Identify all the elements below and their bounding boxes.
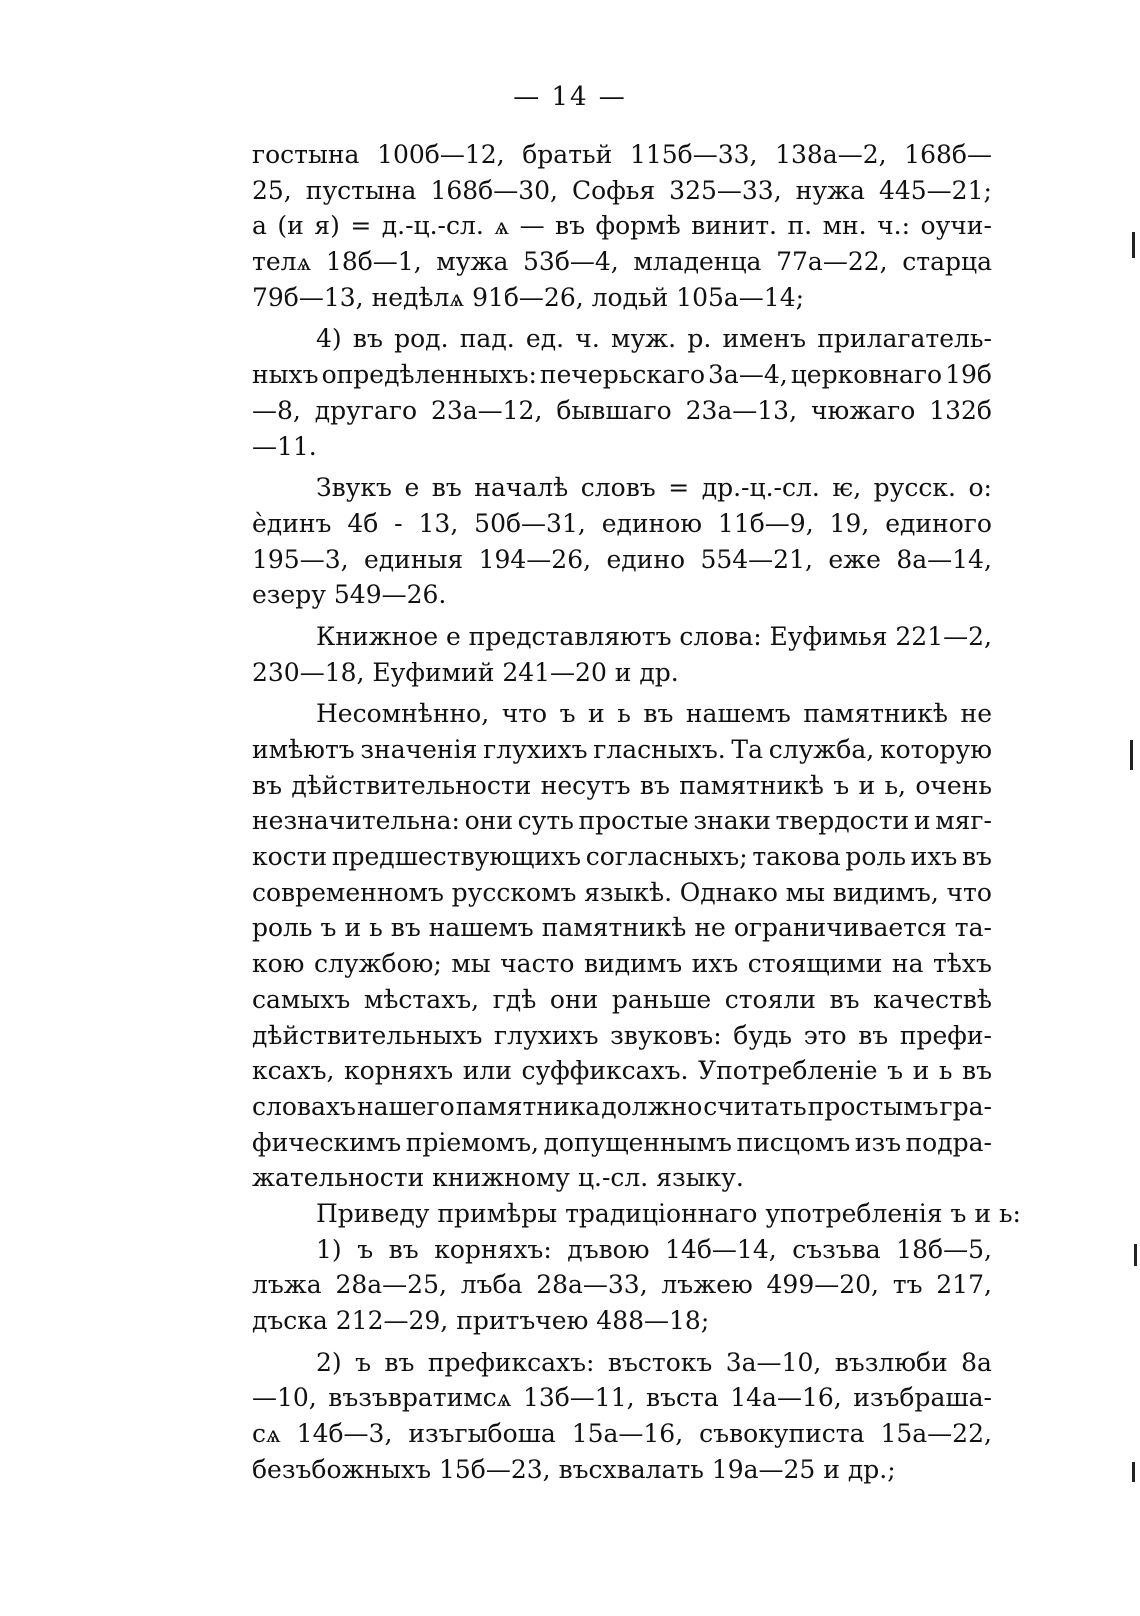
word: ь	[369, 913, 383, 943]
word: они	[549, 984, 599, 1014]
word: 23а—13,	[685, 395, 798, 425]
word: 499—20,	[766, 1270, 880, 1300]
word: въ	[388, 1234, 419, 1264]
word: такова	[752, 842, 841, 872]
word: пад.	[459, 324, 515, 354]
word: та-	[954, 913, 992, 943]
text-line	[252, 1232, 992, 1268]
word: въ	[352, 324, 383, 354]
word: ѧ	[494, 211, 510, 241]
word: р.	[687, 324, 712, 354]
word: раньше	[611, 984, 712, 1014]
word: словахъ	[252, 1091, 356, 1121]
word: телѧ	[252, 247, 312, 277]
word: и	[913, 806, 931, 836]
word: самыхъ	[252, 984, 351, 1014]
word: =	[668, 473, 690, 503]
text-line	[252, 732, 992, 768]
word: памятника	[455, 1091, 601, 1121]
word: младенца	[633, 247, 762, 277]
word: мужа	[436, 247, 509, 277]
word: простымъ	[807, 1091, 939, 1121]
word: 217,	[936, 1270, 992, 1300]
word: въ	[643, 699, 674, 729]
word: въ	[390, 913, 421, 943]
text-line: езеру 549—26.	[252, 580, 447, 610]
word: тѣхъ	[932, 949, 992, 979]
text-line	[252, 1125, 992, 1161]
word: 18б—1,	[325, 247, 422, 277]
word: 14б—14,	[665, 1234, 777, 1264]
word: п.	[787, 211, 813, 241]
text-line	[252, 321, 992, 357]
word: (и	[277, 211, 304, 241]
word: единого	[885, 508, 992, 538]
word: префиксахъ:	[427, 1347, 595, 1377]
word: 14а—16,	[730, 1383, 842, 1413]
word: видимъ,	[832, 877, 939, 907]
word: 3а—10,	[725, 1347, 822, 1377]
word: 8а—14,	[896, 544, 992, 574]
scan-edge-mark	[1130, 740, 1133, 770]
word: глухихъ	[483, 735, 588, 764]
text-line	[252, 542, 992, 578]
word: възъвратимсѧ	[328, 1383, 512, 1413]
word: фическимъ	[252, 1127, 402, 1157]
word: Звукъ	[316, 473, 392, 503]
word: съзъва	[792, 1234, 881, 1264]
scan-edge-mark	[1132, 232, 1135, 258]
word: ъ	[559, 699, 576, 729]
word: памятникѣ	[679, 770, 824, 800]
text-line	[252, 244, 992, 280]
word: простые	[578, 806, 689, 836]
word: суть	[517, 806, 574, 836]
word: на	[891, 949, 924, 979]
word: бывшаго	[556, 395, 672, 425]
word: несутъ	[540, 770, 631, 800]
word: служба,	[768, 735, 875, 764]
word: а	[252, 211, 267, 241]
word: префи-	[899, 1020, 992, 1050]
word: пустына	[305, 175, 417, 205]
word: и	[912, 1056, 930, 1086]
text-line	[252, 1053, 992, 1089]
word: е	[404, 473, 420, 503]
word: въ	[384, 1347, 415, 1377]
text-line: Приведу примѣры традиціоннаго употребленія ъ и ь:	[316, 1198, 1021, 1228]
text-line: дъска 212—29, притъчею 488—18;	[252, 1306, 710, 1335]
word: не	[960, 699, 992, 729]
word: изъ	[854, 1127, 901, 1157]
word: ныхъ	[252, 360, 319, 390]
word: съвокуписта	[699, 1419, 865, 1449]
word: 194—26,	[478, 544, 592, 574]
text-line: 79б—13, недѣлѧ 91б—26, лодьй 105а—14;	[252, 282, 805, 312]
word: это	[803, 1020, 847, 1050]
word: Однако	[679, 877, 778, 907]
word: я)	[314, 211, 340, 241]
word: 445—21;	[878, 175, 992, 205]
word: ъ	[833, 770, 850, 800]
word: 100б—12,	[377, 140, 505, 169]
word: предшествующихъ	[331, 842, 582, 872]
word: современномъ	[252, 877, 444, 907]
word: ъ	[887, 1056, 904, 1086]
word: или	[462, 1056, 512, 1086]
word: 1)	[316, 1234, 342, 1264]
word: службою;	[313, 949, 442, 979]
word: 3а—4,	[708, 360, 788, 390]
word: звуковъ:	[610, 1020, 722, 1050]
word: 15а—22,	[880, 1419, 992, 1449]
word: д.-ц.-сл.	[381, 211, 484, 241]
word: =	[350, 211, 372, 241]
word: гостына	[252, 140, 360, 169]
word: считать	[703, 1091, 807, 1121]
word: роль	[252, 913, 313, 943]
word: они	[464, 806, 514, 836]
word: и	[588, 699, 605, 729]
word: оучи-	[920, 211, 992, 241]
word: роль	[845, 842, 906, 872]
text-line	[252, 357, 992, 393]
word: лъжею	[661, 1270, 753, 1300]
word: стоящими	[747, 949, 883, 979]
word: слова:	[679, 621, 762, 651]
word: ч.:	[877, 211, 911, 241]
word: 19,	[829, 508, 870, 538]
word: о:	[968, 473, 992, 503]
word: е	[446, 621, 461, 651]
word: ъ	[320, 913, 337, 943]
word: 221—2,	[895, 621, 992, 651]
word: род.	[394, 324, 449, 354]
word: знаки	[693, 806, 771, 836]
word: ь	[617, 699, 631, 729]
word: 132б	[929, 395, 992, 425]
word: не	[694, 913, 726, 943]
word: лъжа	[252, 1270, 322, 1300]
word: мы	[451, 949, 491, 979]
word: —8,	[252, 395, 301, 425]
text-line	[252, 506, 992, 542]
word: представляютъ	[468, 621, 672, 651]
word: 28а—33,	[536, 1270, 648, 1300]
word: твердости	[775, 806, 910, 836]
text-line	[252, 208, 992, 244]
word: въ	[961, 842, 992, 872]
word: что	[946, 877, 992, 907]
word: едино	[606, 544, 686, 574]
word: нашего	[356, 1091, 455, 1121]
word: 50б—31,	[474, 508, 586, 538]
scan-edge-mark	[1132, 1462, 1135, 1482]
word: 8а	[961, 1347, 992, 1377]
word: въстокъ	[607, 1347, 713, 1377]
word: 23а—12,	[430, 395, 543, 425]
word: 11б—9,	[717, 508, 814, 538]
word: —	[519, 211, 545, 241]
word: чюжаго	[810, 395, 916, 425]
word: писцомъ	[736, 1127, 851, 1157]
word: опредѣленныхъ:	[321, 360, 537, 390]
word: стояли	[724, 984, 816, 1014]
page-number: — 14 —	[513, 82, 627, 112]
word: 4б	[347, 508, 379, 538]
word: 14б—3,	[296, 1419, 393, 1449]
word: имѣютъ	[252, 735, 355, 764]
word: ксахъ,	[252, 1056, 335, 1086]
word: мн.	[822, 211, 867, 241]
word: прилагатель-	[817, 324, 992, 354]
word: Книжное	[316, 621, 439, 651]
text-line	[252, 619, 992, 655]
text-line	[252, 393, 992, 429]
text-line	[252, 173, 992, 209]
word: единою	[601, 508, 703, 538]
word: что	[501, 699, 548, 729]
word: качествѣ	[873, 984, 992, 1014]
word: памятникѣ	[803, 699, 949, 729]
word: Несомнѣнно,	[316, 699, 490, 729]
word: печерьскаго	[539, 360, 705, 390]
word: винит.	[691, 211, 777, 241]
word: видимъ	[583, 949, 683, 979]
word: дѣйствительности	[291, 770, 532, 800]
word: нашемъ	[428, 913, 534, 943]
word: ограничивается	[733, 913, 947, 943]
word: памятникѣ	[541, 913, 687, 943]
word: другаго	[314, 395, 418, 425]
word: 554—21,	[700, 544, 813, 574]
word: ѐдинъ	[252, 508, 332, 538]
word: ь,	[884, 770, 906, 800]
word: незначительна:	[252, 806, 460, 836]
body-text	[252, 137, 1021, 1487]
word: въ	[431, 473, 462, 503]
word: очень	[915, 770, 992, 800]
word: въ	[639, 770, 670, 800]
word: муж.	[611, 324, 677, 354]
word: словъ	[580, 473, 656, 503]
text-line: жательности книжному ц.-сл. языку.	[252, 1163, 744, 1193]
word: мѣстахъ,	[363, 984, 480, 1014]
text-line: 230—18, Еуфимий 241—20 и др.	[252, 657, 679, 687]
text-line	[252, 470, 992, 506]
word: сѧ	[252, 1419, 281, 1449]
word: будь	[733, 1020, 793, 1050]
word: ъ	[357, 1234, 374, 1264]
word: изъбраша-	[853, 1383, 992, 1413]
word: гра-	[939, 1091, 992, 1121]
word: 77а—22,	[776, 247, 888, 277]
word: Еуфимья	[769, 621, 888, 651]
word: старца	[902, 247, 992, 277]
word: которую	[879, 735, 992, 764]
word: мяг-	[935, 806, 992, 836]
word: 325—33,	[669, 175, 782, 205]
text-line	[252, 946, 992, 982]
word: допущеннымъ	[543, 1127, 732, 1157]
scan-edge-mark	[1134, 1244, 1137, 1266]
word: тъ	[892, 1270, 923, 1300]
word: языкѣ.	[584, 877, 673, 907]
word: въ	[962, 1056, 992, 1086]
text-line	[252, 1018, 992, 1054]
word: часто	[500, 949, 575, 979]
text-line	[252, 1380, 992, 1416]
word: -	[394, 508, 403, 538]
text-line	[252, 875, 992, 911]
text-line	[252, 1416, 992, 1452]
word: въ	[829, 984, 860, 1014]
word: въ	[252, 770, 282, 800]
word: Софья	[572, 175, 656, 205]
word: суффиксахъ.	[521, 1056, 689, 1086]
word: лъба	[460, 1270, 523, 1300]
word: 28а—25,	[335, 1270, 447, 1300]
word: 25,	[252, 175, 292, 205]
word: 13,	[418, 508, 459, 538]
word: пріемомъ,	[405, 1127, 539, 1157]
text-line: безъбожныхъ 15б—23, въсхвалать 19а—25 и др.;	[252, 1454, 896, 1484]
word: еже	[828, 544, 881, 574]
word: и	[344, 913, 362, 943]
text-line	[252, 910, 992, 946]
word: въ	[555, 211, 586, 241]
word: 19б	[945, 360, 992, 390]
word: Та	[731, 735, 763, 764]
word: ъ	[355, 1347, 371, 1377]
word: ед.	[525, 324, 565, 354]
word: должно	[601, 1091, 703, 1121]
text-line	[252, 768, 992, 804]
word: 168б—	[904, 140, 992, 169]
word: глухихъ	[494, 1020, 599, 1050]
word: дъвою	[567, 1234, 650, 1264]
text-line	[252, 696, 992, 732]
word: корняхъ:	[434, 1234, 552, 1264]
word: 15а—16,	[571, 1419, 684, 1449]
word: въ	[858, 1020, 889, 1050]
word: именъ	[722, 324, 807, 354]
word: —10,	[252, 1383, 317, 1413]
word: въста	[646, 1383, 719, 1413]
word: 115б—33,	[629, 140, 758, 169]
word: 2)	[316, 1347, 342, 1377]
word: гдѣ	[492, 984, 537, 1014]
word: церковнаго	[790, 360, 943, 390]
word: нашемъ	[685, 699, 791, 729]
word: 53б—4,	[523, 247, 619, 277]
word: ихъ	[910, 842, 958, 872]
word: кости	[252, 842, 328, 872]
word: 168б—30,	[430, 175, 558, 205]
text-line	[252, 1089, 992, 1125]
word: дѣйствительныхъ	[252, 1020, 483, 1050]
word: ь	[938, 1056, 953, 1086]
word: 4)	[316, 324, 342, 354]
word: 18б—5,	[896, 1234, 992, 1264]
word: формѣ	[595, 211, 681, 241]
text-line	[252, 1345, 992, 1381]
word: согласныхъ;	[585, 842, 748, 872]
word: ѥ,	[832, 473, 862, 503]
word: ч.	[575, 324, 600, 354]
word: русскомъ	[451, 877, 577, 907]
word: корняхъ	[344, 1056, 454, 1086]
text-line	[252, 982, 992, 1018]
word: значенія	[360, 735, 478, 764]
text-line: —11.	[252, 431, 317, 461]
word: възлюби	[834, 1347, 948, 1377]
word: кою	[252, 949, 305, 979]
text-line	[252, 839, 992, 875]
word: подра-	[905, 1127, 992, 1157]
word: нужа	[795, 175, 865, 205]
word: 138а—2,	[775, 140, 887, 169]
word: ихъ	[691, 949, 739, 979]
word: др.-ц.-сл.	[701, 473, 820, 503]
text-line	[252, 803, 992, 839]
word: гласныхъ.	[593, 735, 726, 764]
word: единыя	[363, 544, 464, 574]
word: мы	[785, 877, 825, 907]
word: Употребленіе	[698, 1056, 878, 1086]
text-line	[252, 1267, 992, 1303]
word: и	[858, 770, 876, 800]
text-line	[252, 137, 992, 173]
word: русск.	[873, 473, 956, 503]
word: братьй	[522, 140, 613, 169]
word: изъгыбоша	[408, 1419, 556, 1449]
word: началѣ	[474, 473, 569, 503]
word: 13б—11,	[522, 1383, 635, 1413]
word: 195—3,	[252, 544, 349, 574]
